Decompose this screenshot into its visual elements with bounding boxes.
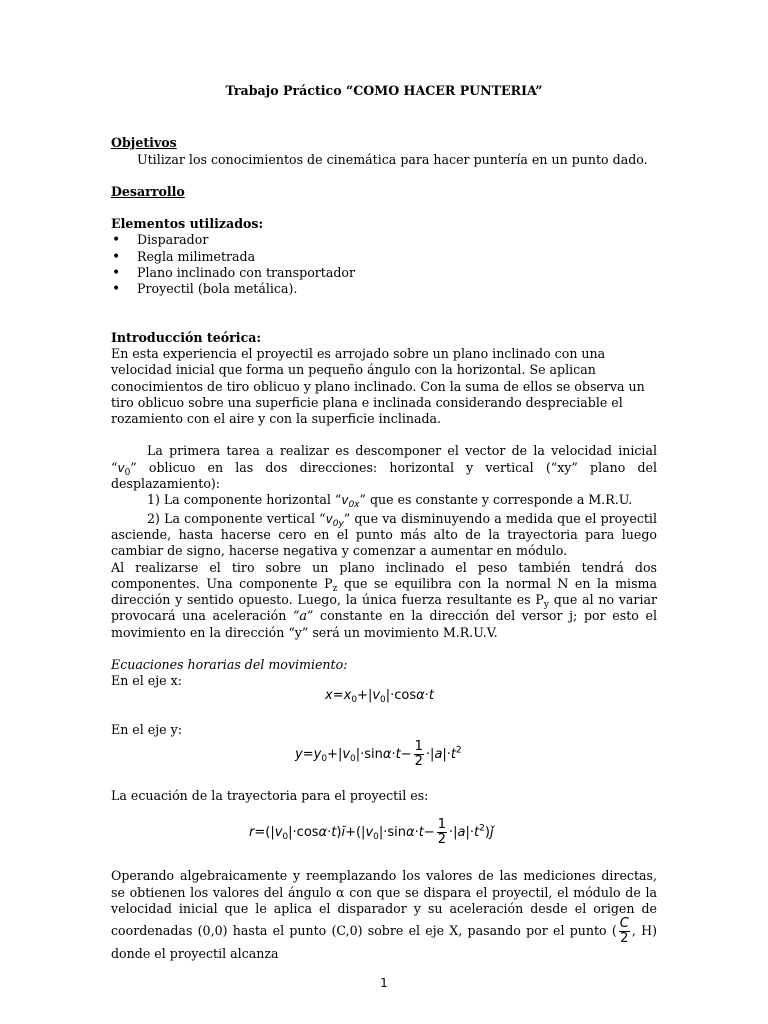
elementos-heading: Elementos utilizados: — [111, 216, 264, 232]
list-item: • Regla milimetrada — [111, 249, 657, 265]
document-page — [111, 83, 657, 962]
componente-horizontal: 1) La componente horizontal “$v_{0x}$” que es constante y corresponde a M.R.U. — [147, 492, 633, 511]
elementos-list — [111, 232, 657, 297]
objetivos-text: Utilizar los conocimientos de cinemática para hacer puntería en un punto dado. — [137, 151, 648, 167]
list-item: • Disparador — [111, 232, 657, 248]
equation-y: $y=y_0+|v_0|\cdot\sin\alpha\cdot t-$ $\frac{1}{2}$ $\cdot|a|\cdot t^2$ — [295, 738, 462, 769]
introduccion-heading: Introducción teórica: — [111, 329, 262, 345]
page-number: 1 — [380, 976, 388, 990]
page-title: Trabajo Práctico “COMO HACER PUNTERIA” — [225, 83, 543, 98]
equation-trayectoria: $r=(|v_0|\cdot\cos\alpha\cdot t)ĭ+(|v_0|\cdot\sin\alpha\cdot t-$ $\frac{1}{2}$ $\cdot|a|\cdot t^2)ǰ$ — [249, 817, 494, 848]
list-item: • Proyectil (bola metálica). — [111, 281, 657, 297]
eje-x-label: En el eje x: — [111, 673, 182, 689]
list-item: • Plano inclinado con transportador — [111, 265, 657, 281]
introduccion-text: En esta experiencia el proyectil es arrojado sobre un plano inclinado con una velocidad inicial que forma un pequeño ángulo con la horizontal. Se aplican conocimientos de tiro oblicuo y plano inclinado. Con la suma de ellos se observa un tiro oblicuo sobre una superficie plana e inclinada considerando despreciable el rozamiento con el aire y con la superficie inclinada. — [111, 345, 645, 427]
peso-paragraph: Al realizarse el tiro sobre un plano inclinado el peso también tendrá dos componentes. Una componente $P_z$ que se equilibra con la normal N en la misma dirección y sentido opuesto. Luego, la única fuerza resultante es $P_y$ que al no variar provocará una aceleración “a” constante en la dirección del versor j; por esto el movimiento en la dirección “y” será un movimiento M.R.U.V. — [111, 559, 657, 640]
desarrollo-heading: Desarrollo — [111, 183, 185, 199]
componente-vertical: 2) La componente vertical “$v_{0y}$” que va disminuyendo a medida que el proyectil asciende, hasta hacerse cero en el punto más alto de la trayectoria para luego cambiar de signo, hacerse negativa y comenzar a aumentar en módulo. — [111, 510, 657, 559]
ecuaciones-heading: Ecuaciones horarias del movimiento: — [111, 657, 348, 673]
objetivos-heading: Objetivos — [111, 135, 177, 151]
final-paragraph: Operando algebraicamente y reemplazando los valores de las mediciones directas, se obtienen los valores del ángulo α con que se dispara el proyectil, el módulo de la velocidad inicial que le aplica el disparador y su aceleración desde el origen de coordenadas (0,0) hasta el punto (C,0) sobre el eje X, pasando por el punto ( $\frac{C}{2}$ , H) donde el proyectil alcanza — [111, 868, 657, 962]
equation-x: $x=x_0+|v_0|\cdot\cos\alpha\cdot t$ — [325, 687, 434, 705]
eje-y-label: En el eje y: — [111, 721, 182, 737]
trayectoria-label: La ecuación de la trayectoria para el proyectil es: — [111, 787, 429, 803]
descomposicion-paragraph: La primera tarea a realizar es descomponer el vector de la velocidad inicial “$v_0$” oblicuo en las dos direcciones: horizontal y vertical (“xy” plano del desplazamiento): — [111, 443, 657, 492]
